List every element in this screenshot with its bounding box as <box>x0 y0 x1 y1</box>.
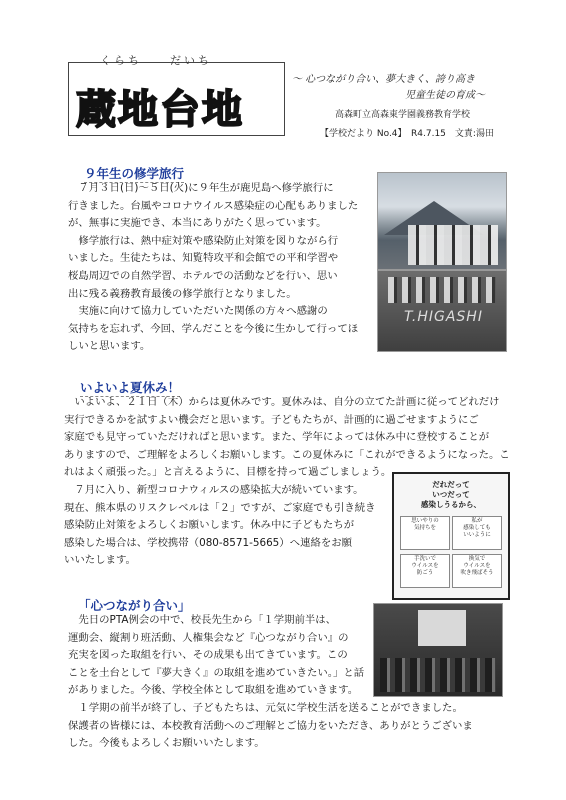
school-trip-body: ７月３日(日)～５日(火)に９年生が鹿児島へ修学旅行に 行きました。台風やコロナウイルス感染症の心配もありました が、無事に実施でき、本当にありがたく思っています。 修学旅行は、熱中症対策や感染防止対策を図りながら行 いました。生徒たちは、知覧特攻平和会館での平和学習や 桜島周辺での自然学習、ホテルでの活動などを行い、思い 出に残る義務教育最後の修学旅行となりました。 実施に向けて協力していただいた関係の方々へ感謝の 気持ちを忘れず、今回、学んだことを今後に生かして行ってほ しいと思います。 <box>68 182 359 353</box>
newsletter-title: 蔵地台地 <box>76 86 244 133</box>
poster-box-prepare: 私が 感染しても いいように <box>452 516 502 550</box>
closing-message-body: １学期の前半が終了し、子どもたちは、元気に学校生活を送ることができました。 保護者の皆様には、本校教育活動へのご理解とご協力をいただき、ありがとうございま した。今後もよろしくお願いいたします。 <box>68 702 473 750</box>
summer-vacation-body: いよいよ、２１日（木）からは夏休みです。夏休みは、自分の立てた計画に従ってどれだけ 実行できるかを試すよい機会だと思います。子どもたちが、計画的に過ごせますようにご 家庭でも見守っていただければと思います。また、学年によっては休み中に登校することが ありますので、ご理解をよろしくお願いします。この夏休みに「これができるようになった。こ れはよく頑張った。」と言えるように、目標を持って過ごしましょう。 <box>64 396 510 479</box>
masthead-ruby: くらち だいち <box>100 54 212 67</box>
poster-box-compassion: 思いやりの 気持ちを <box>400 516 450 550</box>
motto-line-1: ～ 心つながり合い、夢大きく、誇り高き <box>292 74 475 85</box>
school-trip-heading: ９年生の修学旅行 <box>84 166 185 181</box>
sand-writing: T.HIGASHI <box>404 309 483 325</box>
summer-vacation-heading: いよいよ夏休み！ <box>80 380 181 395</box>
students-on-beach <box>388 277 496 303</box>
meeting-audience <box>380 658 496 692</box>
school-trip-group-photo <box>377 172 507 270</box>
beach-sand-art-photo <box>377 270 507 352</box>
pta-meeting-photo <box>373 603 503 697</box>
school-name: 高森町立高森東学園義務教育学校 <box>335 110 471 120</box>
issue-info: 【学校だより No.4】 R4.7.15 文責:湯田 <box>320 129 494 139</box>
projector-screen <box>418 610 466 646</box>
covid-notice-body: ７月に入り、新型コロナウィルスの感染拡大が続いています。 現在、熊本県のリスクレベルは「２」ですが、ご家庭でも引き続き 感染防止対策をよろしくお願いします。休み中に子どもたちが 感染した場合は、学校携帯（080-8571-5665）へ連絡をお願 いいたします。 <box>64 484 376 567</box>
infection-prevention-poster <box>392 472 510 600</box>
kokoro-tsunagari-body: 先日のPTA例会の中で、校長先生から「１学期前半は、 運動会、縦割り班活動、人権集会など『心つながり合い』の 充実を図った取組を行い、その成果も出てきています。この ことを土台として『夢大きく』の取組を進めていきたい。」と話 がありました。今後、学校全体として取組を進めていきます。 <box>68 614 365 697</box>
poster-box-handwash: 手洗いで ウイルスを 防ごう <box>400 554 450 588</box>
student-group <box>408 225 498 265</box>
poster-title: だれだって いつだって 感染しうるから、 <box>421 480 481 509</box>
kokoro-tsunagari-heading: 「心つながり合い」 <box>78 598 191 613</box>
poster-box-ventilation: 換気で ウイルスを 吹き飛ばそう <box>452 554 502 588</box>
motto-line-2: 児童生徒の育成～ <box>405 90 485 101</box>
